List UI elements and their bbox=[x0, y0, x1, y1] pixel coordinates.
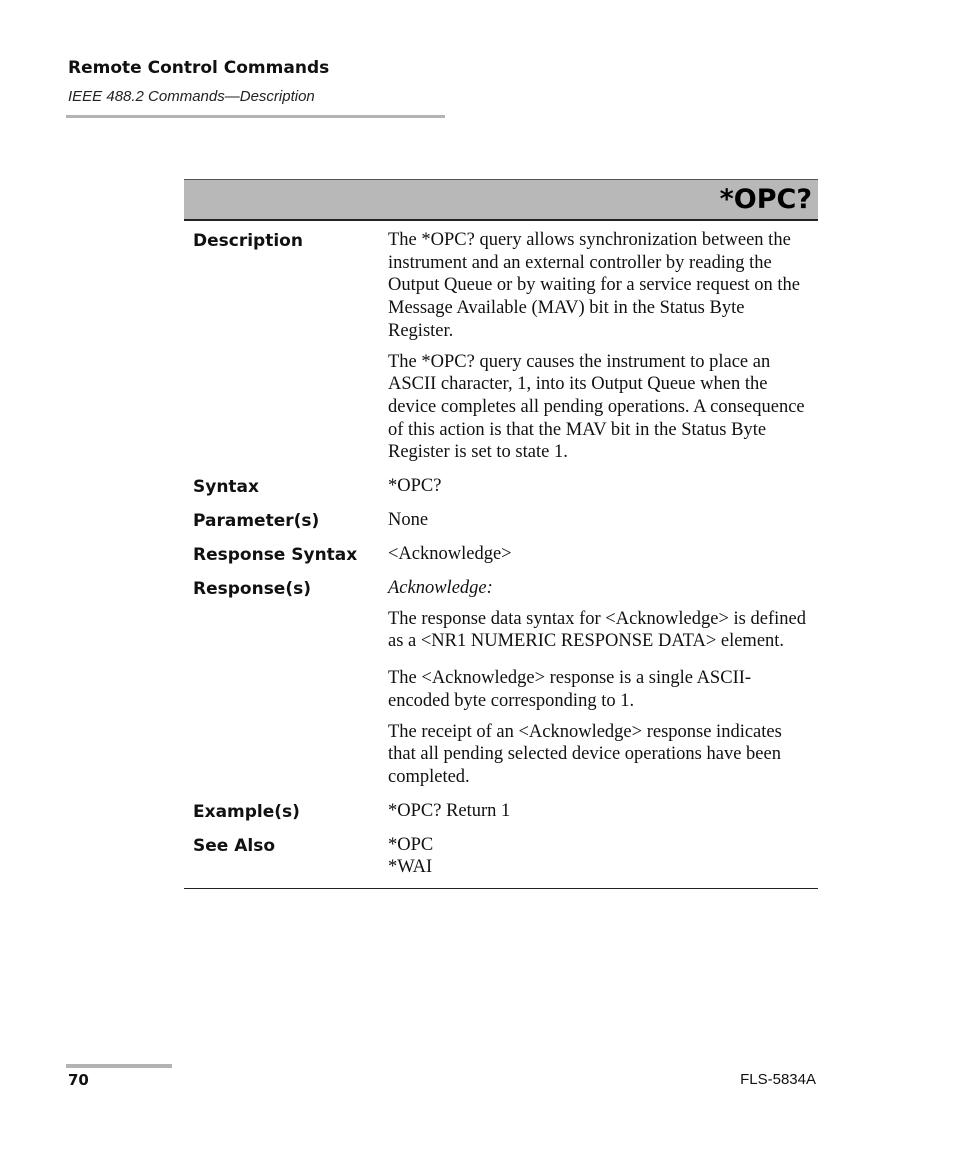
response-paragraph: The <Acknowledge> response is a single ASCII-encoded byte corresponding to 1. bbox=[388, 668, 752, 711]
row-value bbox=[388, 577, 808, 789]
row-responses bbox=[184, 577, 818, 789]
command-header-bar bbox=[184, 179, 818, 221]
row-label: Parameter(s) bbox=[193, 511, 320, 532]
row-label: Syntax bbox=[193, 477, 259, 498]
row-see-also bbox=[184, 834, 818, 879]
see-also-item: *WAI bbox=[388, 857, 433, 878]
page-number: 70 bbox=[68, 1071, 89, 1089]
row-parameters bbox=[184, 509, 818, 532]
row-value bbox=[388, 800, 808, 823]
row-label: Response(s) bbox=[193, 579, 311, 600]
response-syntax-value: <Acknowledge> bbox=[388, 544, 512, 565]
row-description bbox=[184, 229, 818, 464]
description-paragraph: The *OPC? query allows synchronization between the instrument and an external controller by reading the Output Queue or by waiting for a service request on the Message Available (MAV) bit in the Status Byte Register. bbox=[388, 230, 801, 341]
row-value bbox=[388, 834, 808, 879]
chapter-title: Remote Control Commands bbox=[68, 58, 330, 78]
row-label: Description bbox=[193, 231, 303, 251]
see-also-item: *OPC bbox=[388, 834, 434, 855]
header-rule bbox=[66, 115, 445, 118]
document-id: FLS-5834A bbox=[740, 1071, 816, 1088]
row-value bbox=[388, 229, 808, 464]
response-paragraph: The response data syntax for <Acknowledge> is defined as a <NR1 NUMERIC RESPONSE DATA> element. bbox=[388, 608, 806, 652]
response-heading: Acknowledge: bbox=[388, 578, 493, 599]
command-name: *OPC? bbox=[719, 184, 812, 215]
row-examples bbox=[184, 800, 818, 823]
row-value bbox=[388, 509, 808, 532]
section-subtitle: IEEE 488.2 Commands—Description bbox=[68, 88, 315, 105]
syntax-value: *OPC? bbox=[388, 476, 442, 497]
parameters-value: None bbox=[388, 510, 429, 531]
row-label: See Also bbox=[193, 835, 276, 856]
command-rows bbox=[184, 221, 818, 879]
table-bottom-rule bbox=[184, 888, 818, 889]
row-label: Response Syntax bbox=[193, 545, 358, 566]
example-value: *OPC? Return 1 bbox=[388, 800, 511, 821]
row-value bbox=[388, 543, 808, 566]
command-table bbox=[184, 179, 818, 889]
row-syntax bbox=[184, 475, 818, 498]
row-label: Example(s) bbox=[193, 801, 300, 822]
response-paragraph: The receipt of an <Acknowledge> response indicates that all pending selected device operations have been completed. bbox=[388, 721, 782, 787]
footer-rule bbox=[66, 1064, 172, 1068]
description-paragraph: The *OPC? query causes the instrument to place an ASCII character, 1, into its Output Queue when the device completes all pending operations. A consequence of this action is that the MAV bit in the Status Byte Register is set to state 1. bbox=[388, 351, 805, 463]
row-response-syntax bbox=[184, 543, 818, 566]
row-value bbox=[388, 475, 808, 498]
